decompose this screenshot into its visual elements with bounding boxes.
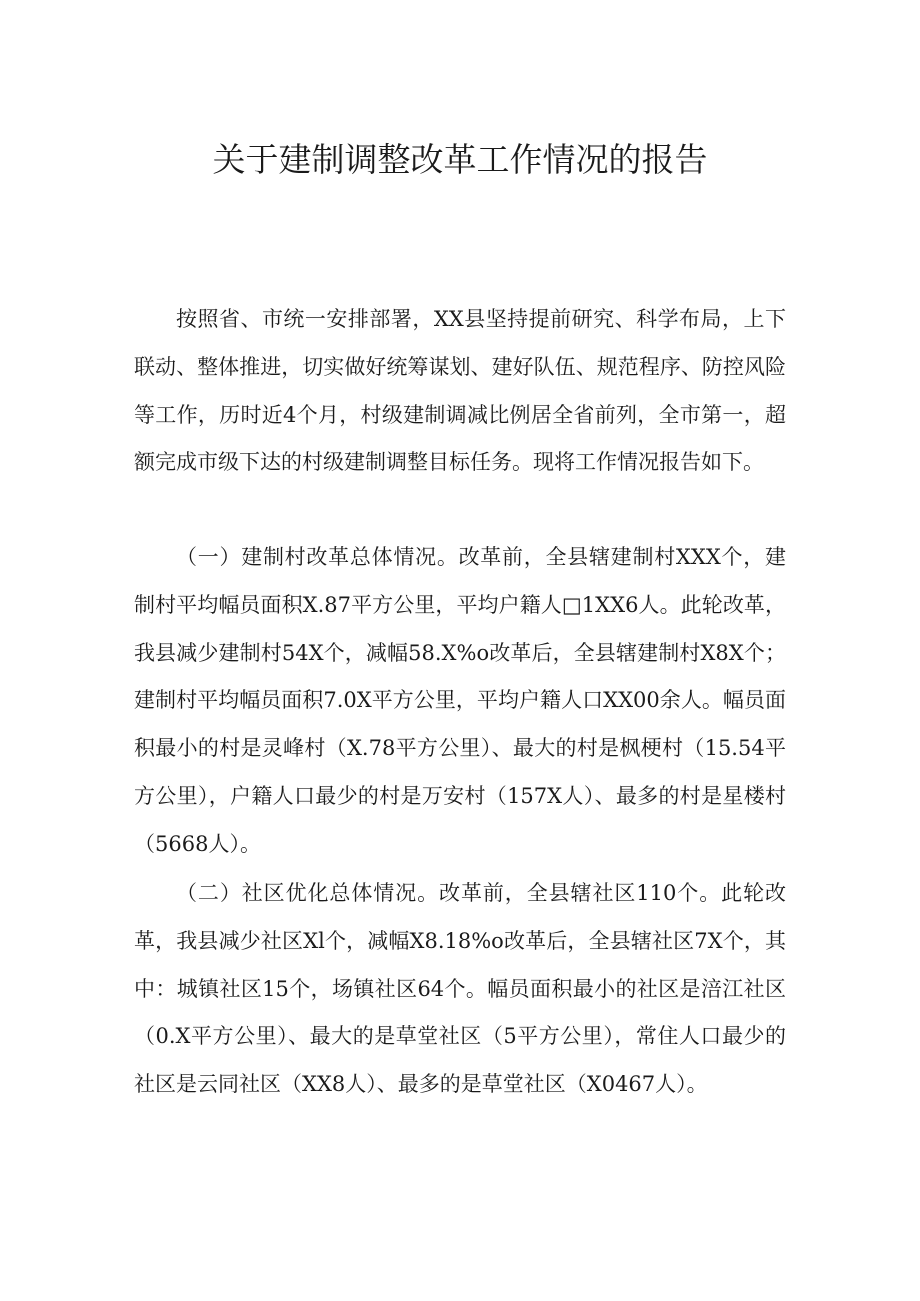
paragraph-text: （一）建制村改革总体情况。改革前，全县辖建制村XXX个，建制村平均幅员面积X.87平方公里，平均户籍人□1XX6人。此轮改革，我县减少建制村54X个，减幅58.X%o改革后，全县辖建制村X8X个；建制村平均幅员面积7.0X平方公里，平均户籍人口XX00余人。幅员面积最小的村是灵峰村（X.78平方公里）、最大的村是枫梗村（15.54平方公里），户籍人口最少的村是万安村（157X人）、最多的村是星楼村（5668人）。 — [134, 545, 786, 856]
paragraph-text: （二）社区优化总体情况。改革前，全县辖社区110个。此轮改革，我县减少社区Xl个，减幅X8.18%o改革后，全县辖社区7X个，其中：城镇社区15个，场镇社区64个。幅员面积最小的社区是涪江社区（0.X平方公里）、最大的是草堂社区（5平方公里），常住人口最少的社区是云同社区（XX8人）、最多的是草堂社区（X0467人）。 — [134, 881, 786, 1097]
paragraph-village-reform — [134, 534, 786, 869]
document-title: 关于建制调整改革工作情况的报告 — [212, 140, 708, 179]
paragraph-intro — [134, 296, 786, 487]
paragraph-text: 按照省、市统一安排部署，XX县坚持提前研究、科学布局，上下联动、整体推进，切实做好统筹谋划、建好队伍、规范程序、防控风险等工作，历时近4个月，村级建制调减比例居全省前列，全市第一，超额完成市级下达的村级建制调整目标任务。现将工作情况报告如下。 — [134, 307, 786, 475]
paragraph-community-optimization — [134, 870, 786, 1109]
